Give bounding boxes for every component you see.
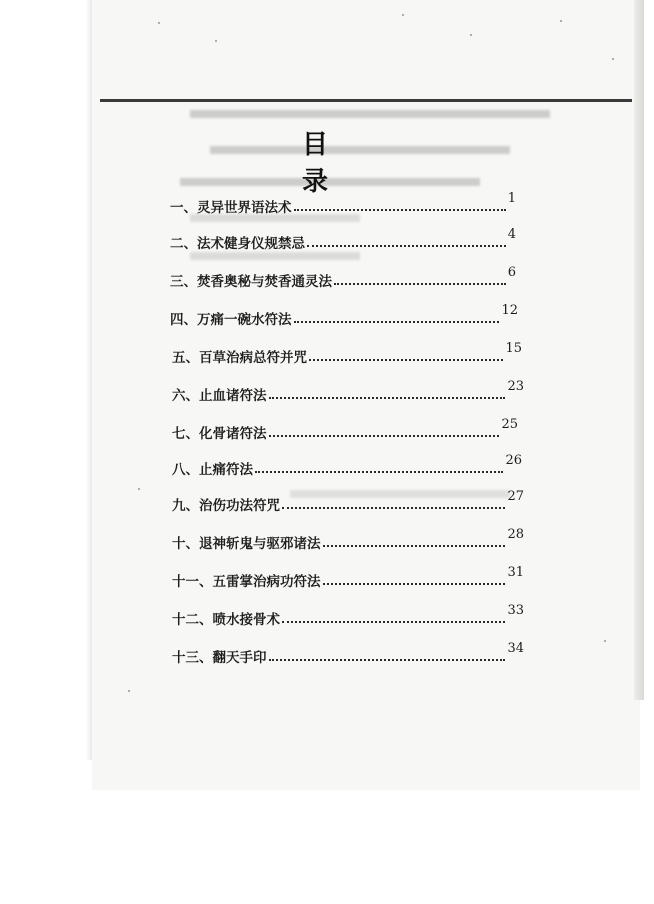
scan-speck [470,34,472,36]
toc-entry-number: 十二、 [172,612,213,628]
page-title: 目 录 [302,130,357,197]
toc-entry-page: 23 [507,379,524,394]
toc-entry-page: 25 [501,417,518,432]
toc-entry [172,641,524,666]
toc-entry [172,379,524,404]
toc-entry-number: 四、 [170,312,197,328]
toc-entry-title: 喷水接骨术 [212,612,280,628]
toc-entry-number: 二、 [170,236,197,252]
toc-entry-page: 31 [507,565,524,580]
toc-entry-page: 34 [507,641,524,656]
toc-entry-title: 化骨诸符法 [199,426,267,442]
header-rule [100,99,632,102]
toc-entry-page: 1 [507,191,516,206]
bleed-through-mark [190,252,360,260]
dot-leader [282,507,505,509]
toc-entry-title: 退神斩鬼与驱邪诸法 [199,536,321,552]
toc-entry-title: 治伤功法符咒 [199,498,280,514]
dot-leader [269,397,506,399]
toc-entry [172,417,518,442]
toc-entry-number: 五、 [172,350,199,366]
scan-shadow-left [86,0,92,760]
dot-leader [323,545,506,547]
toc-entry-page: 27 [507,489,524,504]
toc-entry [172,341,522,366]
toc-entry [170,265,516,290]
toc-entry-page: 6 [507,265,516,280]
toc-entry-number: 七、 [172,426,199,442]
scan-speck [560,20,562,22]
toc-entry-number: 一、 [170,200,197,216]
scan-speck [402,14,404,16]
toc-entry-title: 止痛符法 [199,462,253,478]
dot-leader [269,435,500,437]
dot-leader [334,283,506,285]
toc-entry-number: 九、 [172,498,199,514]
toc-entry [172,603,524,628]
toc-entry [172,527,524,552]
scan-shadow-right [634,0,644,700]
scan-speck [138,488,140,490]
toc-entry-page: 28 [507,527,524,542]
toc-entry-title: 五雷掌治病功符法 [212,574,321,590]
scan-speck [128,690,130,692]
toc-entry-title: 焚香奥秘与焚香通灵法 [197,274,332,290]
toc-entry-title: 万痛一碗水符法 [197,312,292,328]
toc-entry [170,227,516,252]
toc-entry [170,303,518,328]
toc-entry [172,565,524,590]
toc-entry [172,453,522,478]
scan-speck [604,640,606,642]
toc-entry-page: 15 [505,341,522,356]
toc-entry-title: 灵异世界语法术 [197,200,292,216]
toc-entry-page: 33 [507,603,524,618]
dot-leader [269,659,506,661]
toc-entry-title: 止血诸符法 [199,388,267,404]
toc-entry-number: 十一、 [172,574,213,590]
toc-entry-number: 三、 [170,274,197,290]
dot-leader [323,583,506,585]
toc-entry-number: 十、 [172,536,199,552]
toc-entry-number: 十三、 [172,650,213,666]
toc-entry-number: 六、 [172,388,199,404]
dot-leader [309,359,503,361]
toc-entry [170,191,516,216]
toc-entry-page: 12 [501,303,518,318]
toc-entry-page: 4 [507,227,516,242]
dot-leader [294,209,506,211]
dot-leader [294,321,500,323]
toc-entry-title: 法术健身仪规禁忌 [197,236,305,252]
toc-entry-number: 八、 [172,462,199,478]
scan-speck [158,22,160,24]
scan-speck [612,58,614,60]
toc-entry-page: 26 [505,453,522,468]
toc-entry [172,489,524,514]
dot-leader [282,621,505,623]
toc-entry-title: 百草治病总符并咒 [199,350,307,366]
dot-leader [307,245,506,247]
toc-entry-title: 翻天手印 [212,650,267,666]
dot-leader [255,471,503,473]
bleed-through-mark [190,110,550,118]
scan-speck [215,40,217,42]
